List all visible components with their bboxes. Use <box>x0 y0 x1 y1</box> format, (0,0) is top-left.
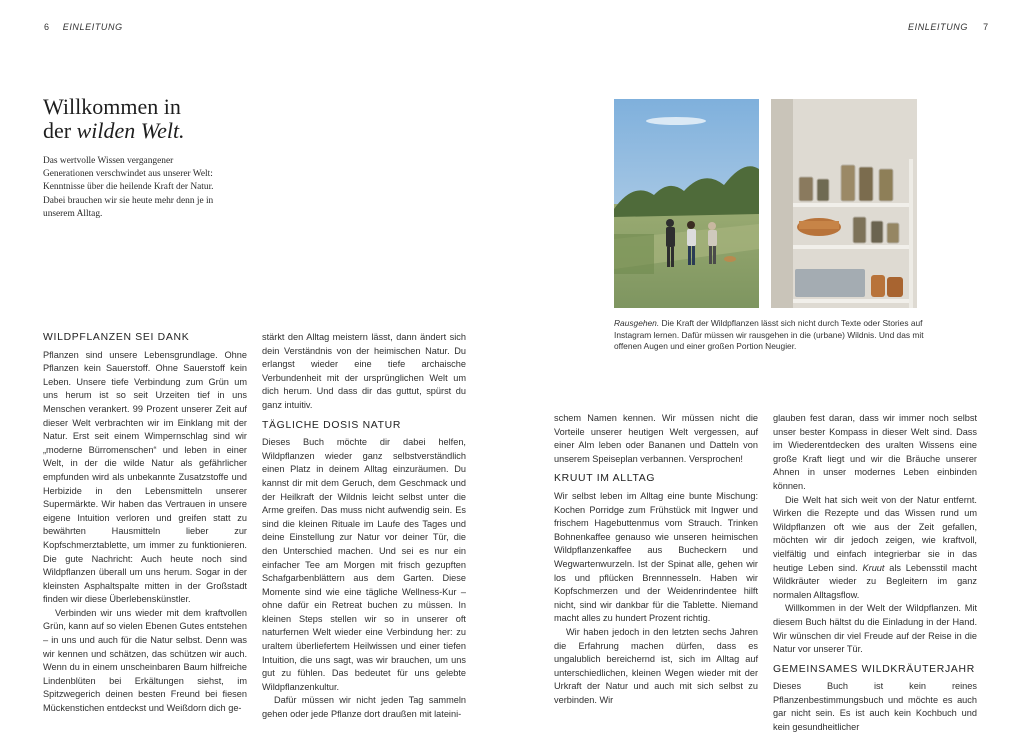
title-line-2-italic: wilden Welt. <box>76 118 185 143</box>
caption-text: Die Kraft der Wildpflanzen lässt sich nicht durch Texte oder Stories auf Instagram lernen. Dafür müssen wir rausgehen in die (urbane) Wildnis. Und das mit offenen Augen und einer großen Portion Neugier. <box>614 318 924 352</box>
photo-meadow-walk <box>614 99 759 308</box>
title-line-2-plain: der <box>43 118 77 143</box>
shelf-jars-image <box>771 99 917 308</box>
left-running-header <box>38 22 123 32</box>
right-page-number: 7 <box>983 22 989 32</box>
col3-paragraph-2: Wir selbst leben im Alltag eine bunte Mischung: Kochen Porridge zum Frühstück mit Ingwer und frischem Hagebuttenmus vom Strauch. Trinken Bohnenkaffee genauso wie unseren heimischen Wildpflanzenkaffee aus Bucheckern und Wegwartenwurzeln. Ist der Spinat alle, gehen wir los und pflücken Brennnesseln. Haben wir Kopfschmerzen und der Weidenrindentee hilft nicht, sind wir dankbar für die Tablette. Niemand macht alles zu hundert Prozent richtig. <box>554 490 758 624</box>
col4-paragraph-1: glauben fest daran, dass wir immer noch selbst unser bester Kompass in dieser Welt sind. Dass im Wiederentdecken des uralten Wissens eine große Kraft liegt und wir die Bräuche unserer Ahnen in unser modernes Leben einbinden können. <box>773 413 977 491</box>
col1-paragraph-1: Pflanzen sind unsere Lebensgrundlage. Ohne Pflanzen kein Sauerstoff. Ohne Sauerstoff kein Leben. Unsere tiefe Verbindung zum Grün um uns herum ist so seit Urzeiten tief in uns Menschen verankert. 99 Prozent unserer Zeit auf dieser Welt verbrachten wir im Einklang mit der Natur. Erst seit einem Wimpernschlag sind wir „moderne Bürromenschen“ und leben in einer Welt, in der die wilde Natur als gefährlicher empfunden wird als unbekannte Zusatzstoffe und Herbizide in den Lebensmitteln unserer Supermärkte. Wir haben das Vertrauen in unsere eigene Intuition verloren und greifen statt zu bewährten Hausmitteln lieber zur Kopfschmerztablette, um immer zu funktionieren. Die gute Nachricht: Auch heute noch sind Wildpflanzen überall um uns herum. Sogar in der kleinsten Asphaltspalte mitten in der Großstadt finden wir diese Überlebenskünstler. <box>43 349 247 605</box>
col4-paragraph-4: Dieses Buch ist kein reines Pflanzenbestimmungsbuch und möchte es auch gar nicht sein. Es ist auch kein Kochbuch und kein gesundheitlicher <box>773 681 977 733</box>
page-title <box>43 95 185 143</box>
col3-paragraph-3: Wir haben jedoch in den letzten sechs Jahren die Erfahrung machen dürfen, dass es ungalublich bereichernd ist, sich im Alltag auf unterschiedlichen, kleinen Wegen wieder mit der Urkraft der Natur und auch mit sich selbst zu verbinden. Wir <box>554 626 758 705</box>
col4-kruut-italic: Kruut <box>862 562 885 573</box>
col2-paragraph-1: stärkt den Alltag meistern lässt, dann ändert sich dein Verständnis von der heimischen Natur. Du erlangst wieder eine tiefe archaische Verbundenheit mit der ursprünglichen Welt um dich herum. Und dass dir das guttut, spürst du ganz intuitiv. <box>262 332 466 410</box>
text-column-2 <box>262 331 466 722</box>
col4-paragraph-2-start: Die Welt hat sich weit von der Natur entfernt. Wirken die Rezepte und das Wissen rund um Wildpflanzen oft wie aus der Zeit gefallen, möchten wir dir jedoch zeigen, wie kraftvoll, vielfältig und einfach integrierbar sie in das heutige Leben sind. <box>773 494 977 573</box>
left-header-title: EINLEITUNG <box>62 22 123 32</box>
heading-wildkraeuterjahr: GEMEINSAMES WILDKRÄUTERJAHR <box>773 663 975 675</box>
right-running-header <box>908 22 995 32</box>
caption-lead: Rausgehen. <box>614 318 660 328</box>
intro-paragraph: Das wertvolle Wissen vergangener Generationen verschwindet aus unserer Welt: Kenntnisse über die heilende Kraft der Natur. Dabei brauchen wir sie heute mehr denn je in unserem Alltag. <box>43 156 214 219</box>
col4-paragraph-2 <box>773 494 977 603</box>
text-column-3 <box>554 412 758 707</box>
title-line-1: Willkommen in <box>43 94 181 119</box>
text-column-1 <box>43 331 247 716</box>
photo-caption <box>614 318 924 353</box>
heading-kruut-im-alltag: KRUUT IM ALLTAG <box>554 473 656 485</box>
heading-taegliche-dosis: TÄGLICHE DOSIS NATUR <box>262 419 402 431</box>
col3-paragraph-1: schem Namen kennen. Wir müssen nicht die Vorteile unserer heutigen Welt vergessen, auf einer Alm leben oder Bananen und Datteln von unserem Speiseplan verbannen. Versprochen! <box>554 413 758 464</box>
photo-shelf-jars <box>771 99 917 308</box>
col4-paragraph-2-end: als Lebensstil macht Wildkräuter wieder zu Begleitern im ganz normalen Alltagsflow. <box>773 562 977 600</box>
col2-paragraph-2: Dieses Buch möchte dir dabei helfen, Wildpflanzen wieder ganz selbstverständlich einen Platz in deinem Alltag einzuräumen. Du kannst dir mit dem Geruch, dem Geschmack und der Heilkraft der Wildnis leicht selbst unter die Arme greifen. Das muss nicht aufwendig sein. Es sind die kleinen Rituale im Laufe des Tages und deine Einstellung zur Natur vor deiner Tür, die den Unterschied machen. Und sei es nur ein einfacher Tee am Morgen mit frisch gezupften Schafgarbenblättern aus dem Garten. Diese Momente sind wie eine tägliche Wellness-Kur – ohne dafür ein Retreat buchen zu müssen. In kleinen Steps stellen wir so in unserer oft naturfernen Welt wieder eine Verbindung her: zu uraltem überliefertem Heilwissen und einer tiefen Intuition, die uns sagt, was wir brauchen, um uns gut zu fühlen. Das bedeutet für uns gelebte Wildpflanzenkultur. <box>262 437 466 692</box>
right-header-title: EINLEITUNG <box>908 22 969 32</box>
heading-wildpflanzen: WILDPFLANZEN SEI DANK <box>43 332 190 343</box>
col1-paragraph-2: Verbinden wir uns wieder mit dem kraftvollen Grün, kann auf so vielen Ebenen Gutes entstehen – in uns und auch für die Natur selbst. Denn was wir kennen und schätzen, das schützen wir auch. Wenn du in einem unscheinbaren Baum hilfreiche Lindenblüten bei Erkältungen siehst, im Spitzwegerich deinen besten Freund bei fiesen Mückenstichen entdeckst und Weißdorn dich ge- <box>43 607 247 714</box>
col4-paragraph-3: Willkommen in der Welt der Wildpflanzen. Mit diesem Buch hältst du die Einladung in der Hand. Wir wünschen dir viel Freude auf der Reise in die Natur vor unserer Tür. <box>773 603 977 655</box>
left-page-number: 6 <box>44 22 50 32</box>
text-column-4 <box>773 412 977 735</box>
col2-paragraph-3: Dafür müssen wir nicht jeden Tag sammeln gehen oder jede Pflanze dort draußen mit lateini- <box>262 695 466 720</box>
meadow-walk-image <box>614 99 759 308</box>
